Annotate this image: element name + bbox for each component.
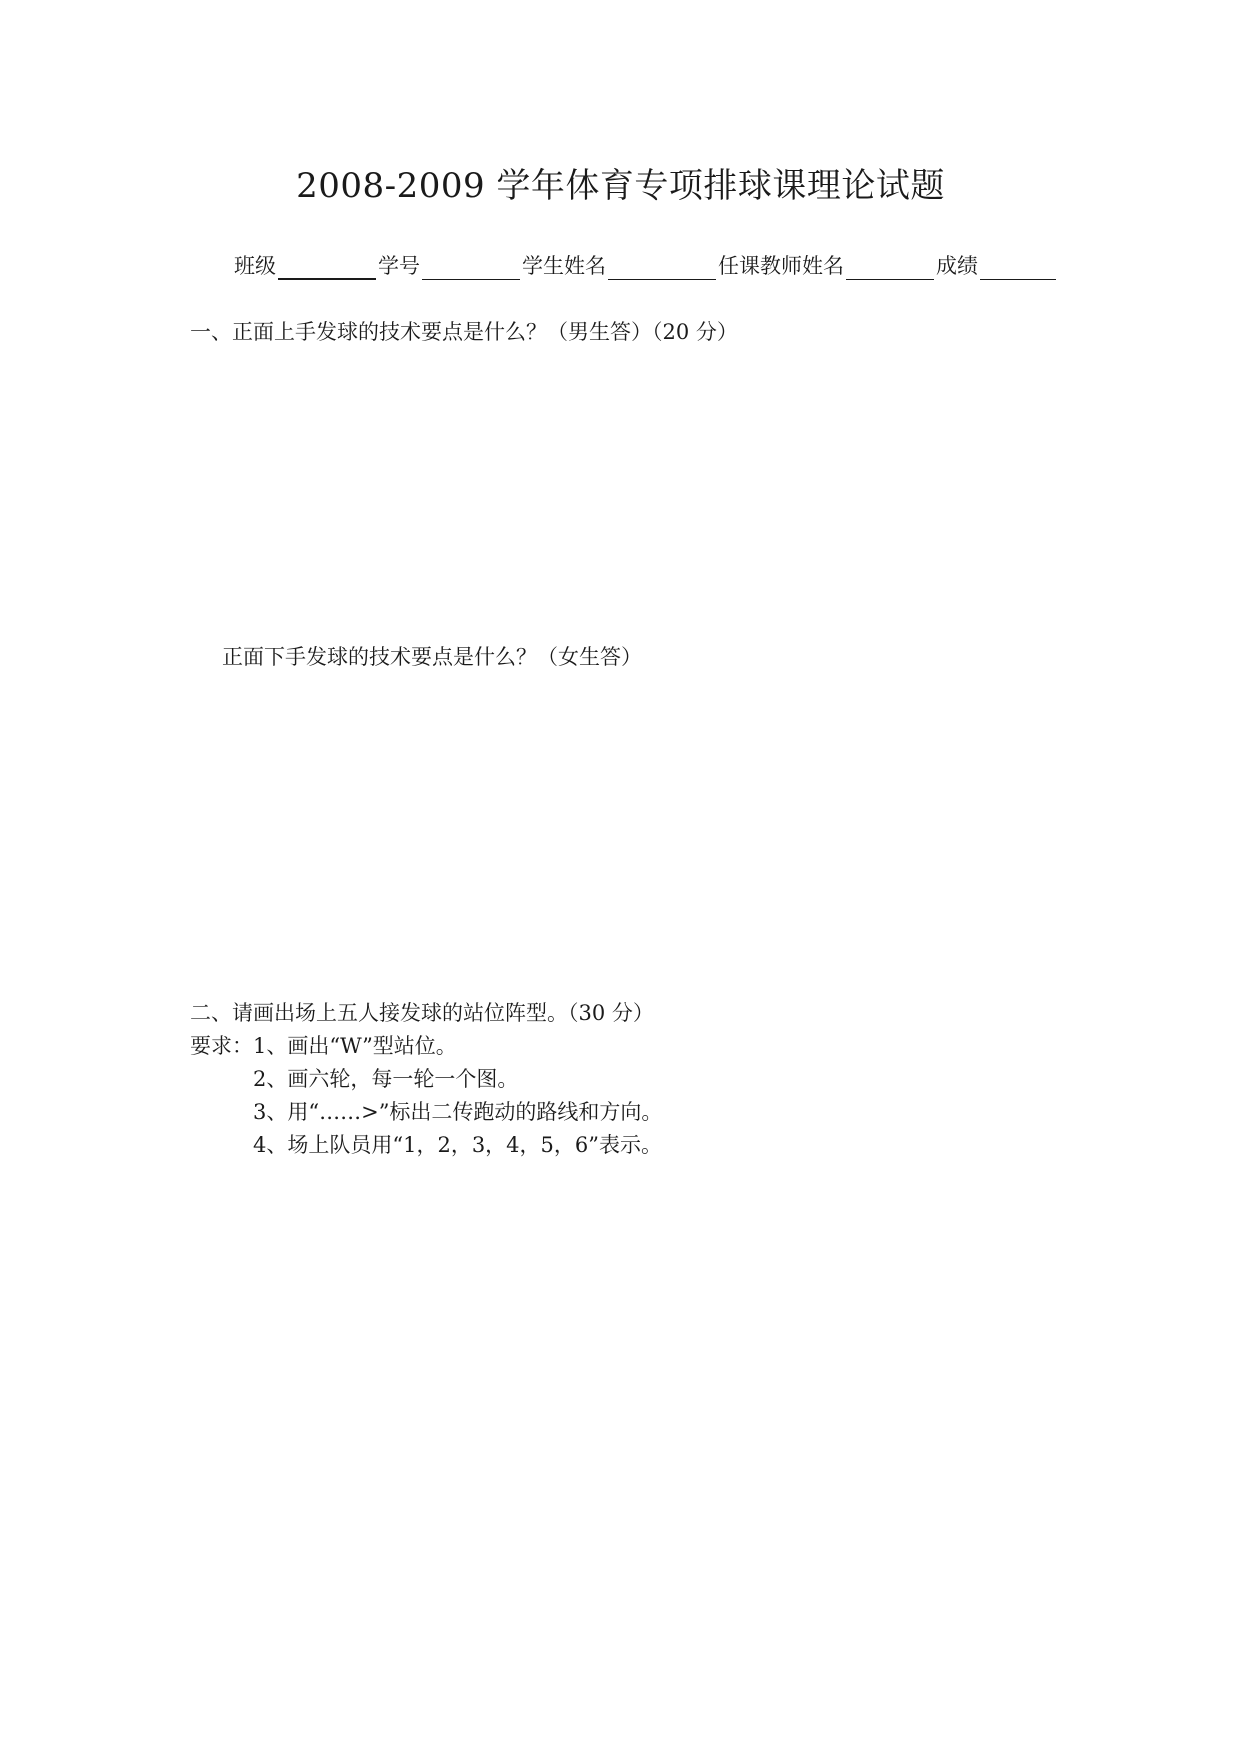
question-2-prompt: 二、请画出场上五人接发球的站位阵型。（30 分） [190, 1001, 654, 1025]
student-name-label: 学生姓名 [522, 254, 606, 278]
requirement-4: 4、场上队员用“1，2，3，4，5，6”表示。 [253, 1133, 662, 1157]
class-blank[interactable] [278, 256, 376, 280]
question-1-male-prompt: 一、正面上手发球的技术要点是什么？（男生答）（20 分） [190, 320, 738, 344]
score-blank[interactable] [980, 257, 1056, 280]
requirement-1: 要求：1、画出“W”型站位。 [190, 1034, 457, 1058]
question-1-female-prompt: 正面下手发球的技术要点是什么？（女生答） [222, 645, 642, 669]
score-label: 成绩 [936, 254, 978, 278]
exam-title: 2008-2009 学年体育专项排球课理论试题 [296, 166, 945, 206]
student-name-blank[interactable] [608, 257, 716, 280]
student-no-blank[interactable] [422, 257, 520, 280]
teacher-name-blank[interactable] [846, 257, 934, 280]
requirement-2: 2、画六轮，每一轮一个图。 [253, 1067, 519, 1091]
class-label: 班级 [234, 254, 276, 278]
requirement-3: 3、用“……>”标出二传跑动的路线和方向。 [253, 1100, 663, 1124]
student-no-label: 学号 [378, 254, 420, 278]
student-info-line [234, 250, 1058, 280]
teacher-name-label: 任课教师姓名 [718, 254, 844, 278]
